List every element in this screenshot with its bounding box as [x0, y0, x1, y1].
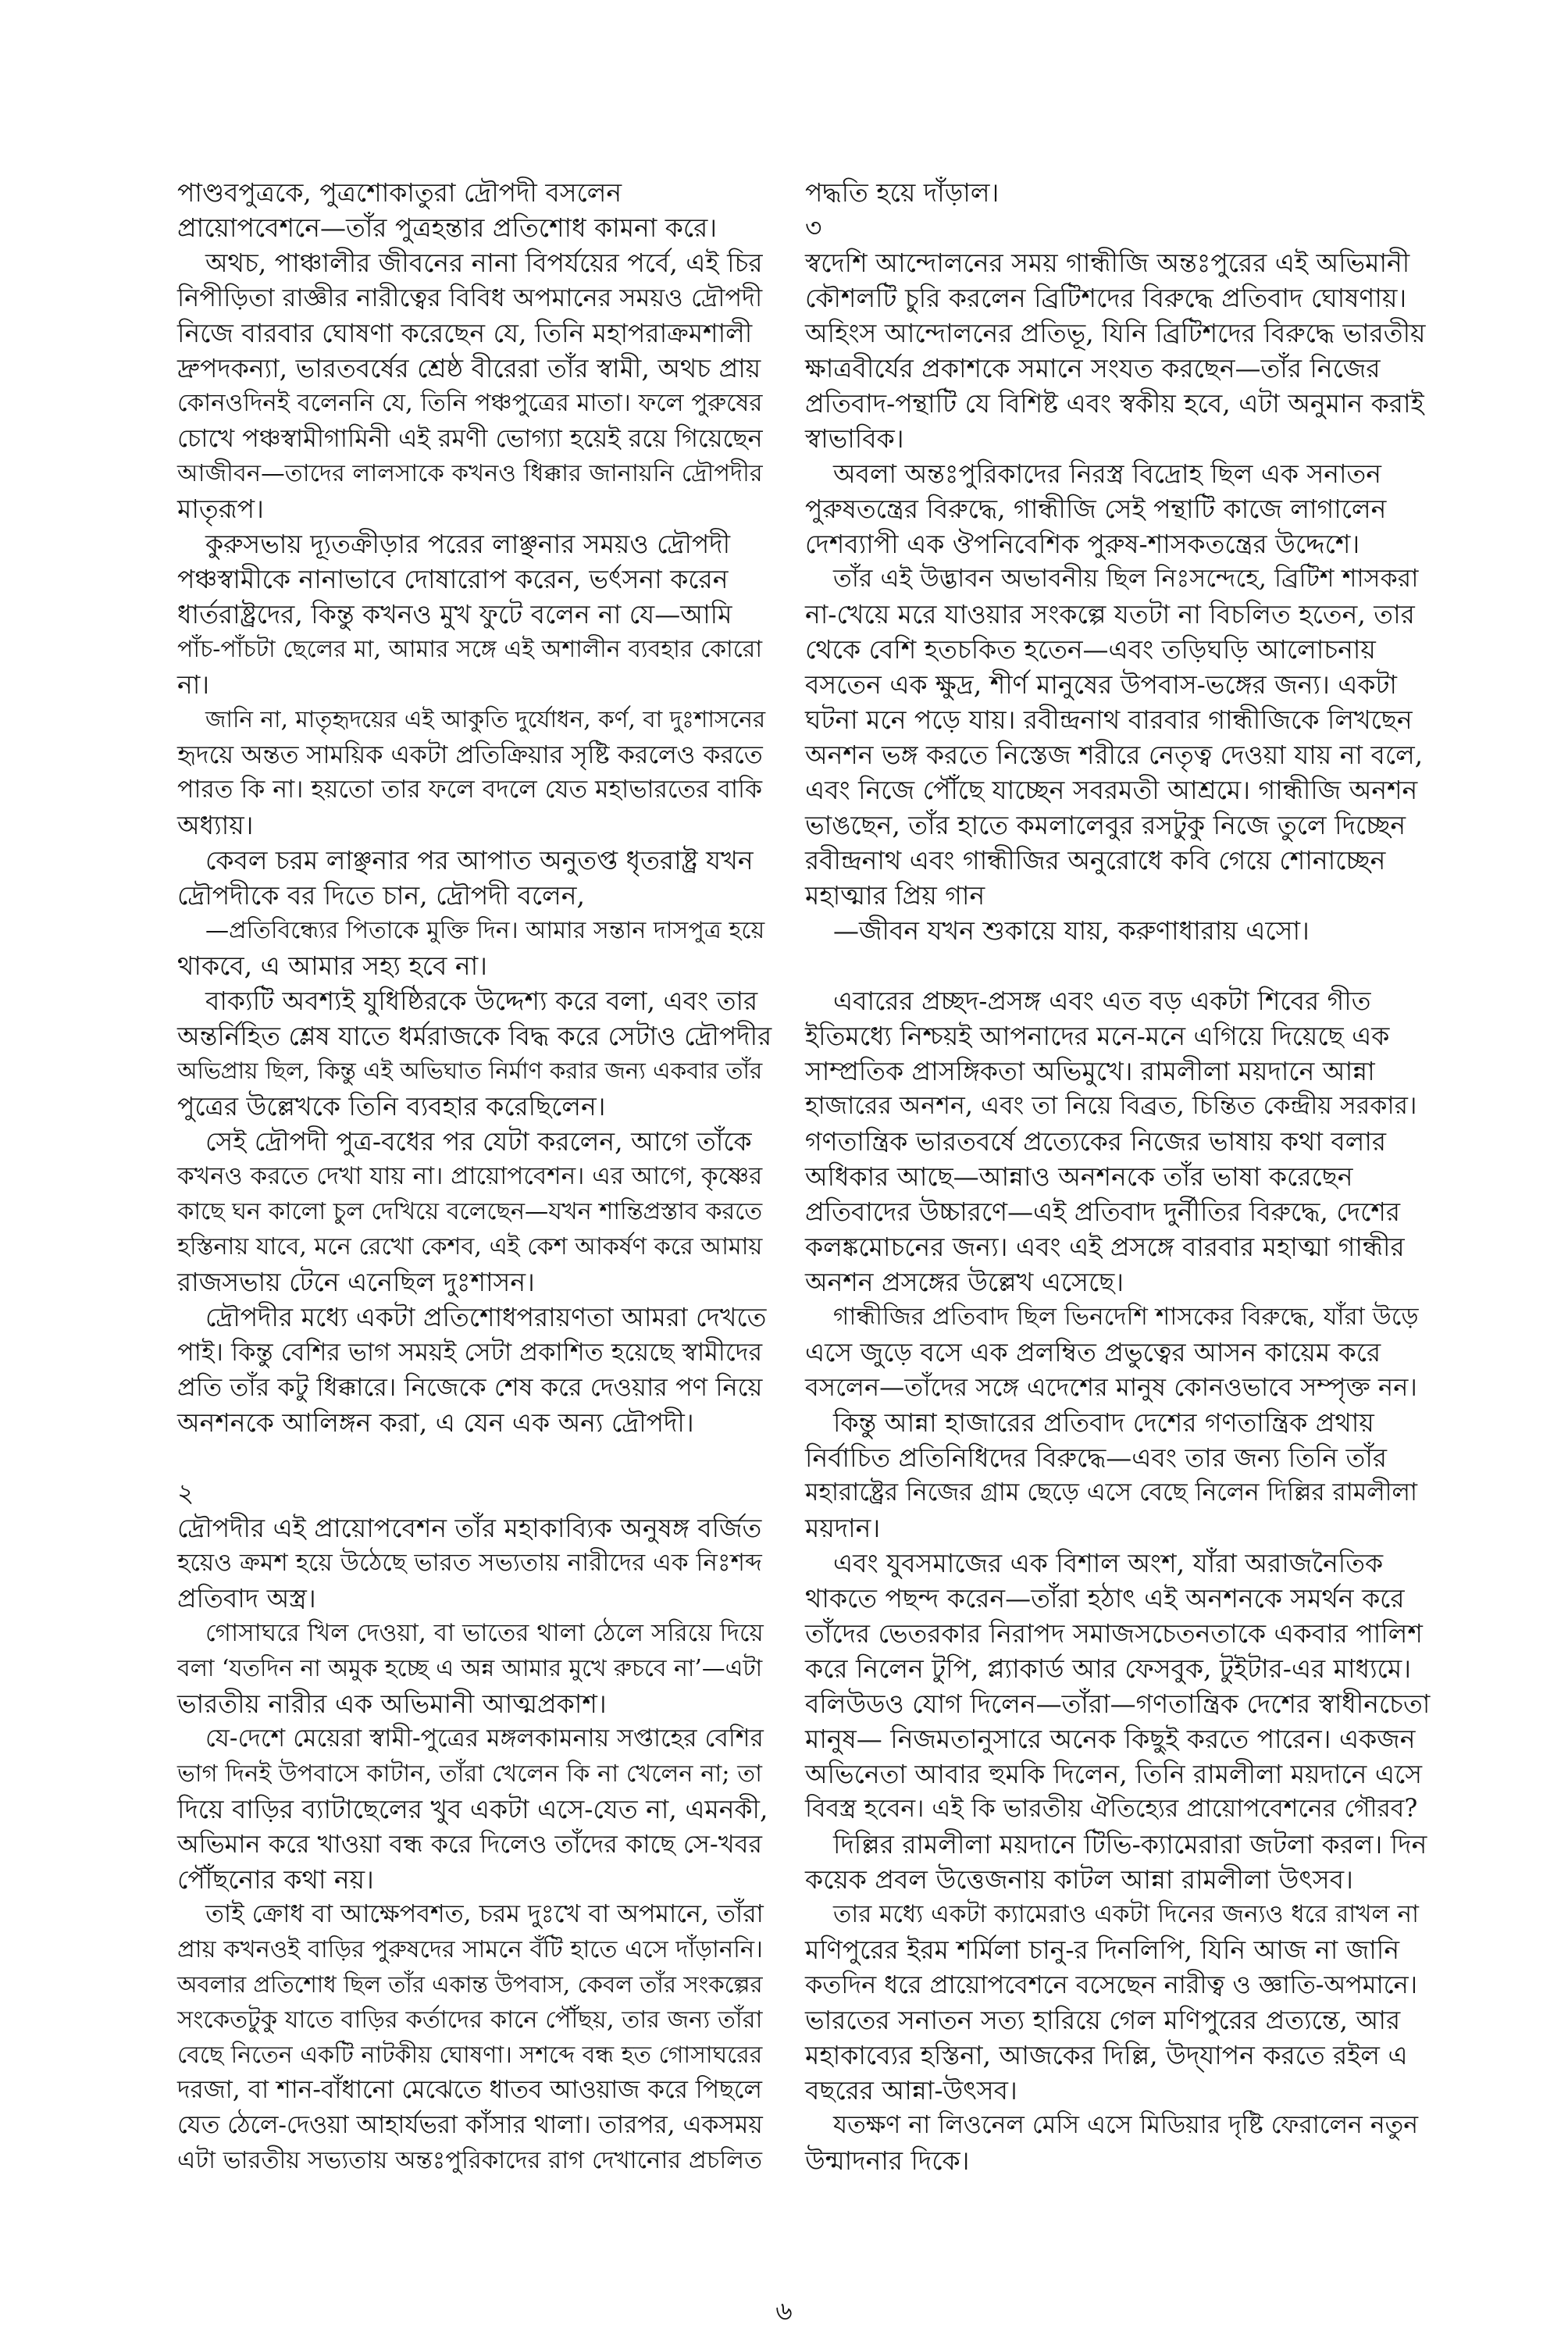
paragraph-line: দেশব্যাপী এক ঔপনিবেশিক পুরুষ-শাসকতন্ত্রের উদ্দেশে।	[805, 529, 1360, 559]
paragraph-line: অভিনেতা আবার হুমকি দিলেন, তিনি রামলীলা ময়দানে এসে	[805, 1759, 1423, 1789]
paragraph-line: বাক্যটি অবশ্যই যুধিষ্ঠিরকে উদ্দেশ্য করে বলা, এবং তার	[205, 986, 758, 1016]
paragraph-line: কুরুসভায় দ্যূতক্রীড়ার পরের লাঞ্ছনার সময়ও দ্রৌপদী	[205, 529, 731, 559]
paragraph-line: ভাগ দিনই উপবাসে কাটান, তাঁরা খেলেন কি না খেলেন না; তা	[177, 1760, 763, 1788]
paragraph-line: ক্ষাত্রবীর্যের প্রকাশকে সমানে সংযত করছেন—তাঁর নিজের	[805, 353, 1381, 383]
paragraph-line: ভাঙছেন, তাঁর হাতে কমলালেবুর রসটুকু নিজে তুলে দিচ্ছেন	[805, 810, 1406, 840]
paragraph-line: মহাত্মার প্রিয় গান	[805, 880, 985, 911]
paragraph	[805, 1827, 1430, 1897]
paragraph-line: অন্তর্নিহিত শ্লেষ যাতে ধর্মরাজকে বিদ্ধ করে সেটাও দ্রৌপদীর	[177, 1021, 772, 1051]
paragraph-line: পদ্ধতি হয়ে দাঁড়াল।	[805, 177, 1000, 208]
paragraph-line: অনশন ভঙ্গ করতে নিস্তেজ শরীরে নেতৃত্ব দেওয়া যায় না বলে,	[805, 740, 1424, 770]
paragraph-line: মণিপুরের ইরম শর্মিলা চানু-র দিনলিপি, যিনি আজ না জানি	[805, 1935, 1400, 1965]
paragraph	[805, 2108, 1430, 2178]
paragraph-line: রাজসভায় টেনে এনেছিল দুঃশাসন।	[177, 1267, 535, 1297]
paragraph-line: তাঁদের ভেতরকার নিরাপদ সমাজসচেতনতাকে একবার পালিশ	[805, 1618, 1423, 1649]
paragraph-line: গান্ধীজির প্রতিবাদ ছিল ভিনদেশি শাসকের বিরুদ্ধে, যাঁরা উড়ে	[833, 1303, 1419, 1331]
paragraph-line: তাঁর এই উদ্ভাবন অভাবনীয় ছিল নিঃসন্দেহে, ব্রিটিশ শাসকরা	[833, 565, 1419, 593]
paragraph-line: নিপীড়িতা রাজ্ঞীর নারীত্বের বিবিধ অপমানের সময়ও দ্রৌপদী	[177, 283, 763, 312]
paragraph-line: দিল্লির রামলীলা ময়দানে টিভি-ক্যামেরারা জটলা করল। দিন	[833, 1829, 1427, 1860]
paragraph-line: এসে জুড়ে বসে এক প্রলম্বিত প্রভুত্বের আসন কায়েম করে	[805, 1337, 1381, 1368]
paragraph-line: যেত ঠেলে-দেওয়া আহার্যভরা কাঁসার থালা। তারপর, একসময়	[177, 2111, 763, 2139]
paragraph	[805, 1897, 1430, 2108]
paragraph-line: রবীন্দ্রনাথ এবং গান্ধীজির অনুরোধে কবি গেয়ে শোনাচ্ছেন	[805, 845, 1386, 875]
paragraph	[805, 245, 1430, 456]
paragraph-line: প্রায়োপবেশনে—তাঁর পুত্রহন্তার প্রতিশোধ কামনা করে।	[177, 212, 718, 243]
paragraph-line: কিন্তু আন্না হাজারের প্রতিবাদ দেশের গণতান্ত্রিক প্রথায়	[833, 1407, 1374, 1438]
paragraph-line: দ্রৌপদীকে বর দিতে চান, দ্রৌপদী বলেন,	[177, 880, 585, 911]
paragraph-line: প্রায় কখনওই বাড়ির পুরুষদের সামনে বঁটি হাতে এসে দাঁড়াননি।	[177, 1936, 763, 1963]
paragraph-line: অহিংস আন্দোলনের প্রতিভূ, যিনি ব্রিটিশদের বিরুদ্ধে ভারতীয়	[805, 318, 1426, 348]
paragraph-line: এটা ভারতীয় সভ্যতায় অন্তঃপুরিকাদের রাগ দেখানোর প্রচলিত	[177, 2146, 763, 2174]
left-column	[177, 175, 775, 2178]
paragraph-line: জানি না, মাতৃহৃদয়ের এই আকুতি দুর্যোধন, কর্ণ, বা দুঃশাসনের	[205, 706, 766, 733]
paragraph-line: উন্মাদনার দিকে।	[805, 2145, 970, 2176]
paragraph-line: অধ্যায়।	[177, 810, 254, 840]
paragraph-line: প্রতিবাদ-পন্থাটি যে বিশিষ্ট এবং স্বকীয় হবে, এটা অনুমান করাই	[805, 388, 1424, 419]
paragraph-line: পঞ্চস্বামীকে নানাভাবে দোষারোপ করেন, ভর্ৎসনা করেন	[177, 564, 729, 594]
paragraph-line: পুরুষতন্ত্রের বিরুদ্ধে, গান্ধীজি সেই পন্থাটি কাজে লাগালেন	[805, 494, 1387, 524]
paragraph-line: কোনওদিনই বলেননি যে, তিনি পঞ্চপুত্রের মাতা। ফলে পুরুষের	[177, 389, 763, 417]
paragraph-line: প্রতি তাঁর কটু ধিক্কারে। নিজেকে শেষ করে দেওয়ার পণ নিয়ে	[177, 1372, 763, 1402]
paragraph-line: থেকে বেশি হতচকিত হতেন—এবং তড়িঘড়ি আলোচনায়	[805, 634, 1376, 665]
paragraph-line: —জীবন যখন শুকায়ে যায়, করুণাধারায় এসো।	[833, 915, 1310, 946]
paragraph-line: দ্রৌপদীর এই প্রায়োপবেশন তাঁর মহাকাব্যিক অনুষঙ্গ বর্জিত	[177, 1513, 762, 1543]
paragraph-line: সেই দ্রৌপদী পুত্র-বধের পর যেটা করলেন, আগে তাঁকে	[205, 1126, 752, 1157]
paragraph-line: অধিকার আছে—আন্নাও অনশনকে তাঁর ভাষা করেছেন	[805, 1161, 1353, 1192]
paragraph-line: দ্রুপদকন্যা, ভারতবর্ষের শ্রেষ্ঠ বীরেরা তাঁর স্বামী, অথচ প্রায়	[177, 353, 761, 383]
paragraph-line: না।	[177, 669, 210, 700]
paragraph-line: পুত্রের উল্লেখকে তিনি ব্যবহার করেছিলেন।	[177, 1091, 606, 1122]
paragraph	[177, 175, 775, 245]
paragraph	[177, 1616, 775, 1721]
paragraph-line: থাকতে পছন্দ করেন—তাঁরা হঠাৎ এই অনশনকে সমর্থন করে	[805, 1583, 1405, 1614]
paragraph-line: ইতিমধ্যে নিশ্চয়ই আপনাদের মনে-মনে এগিয়ে দিয়েছে এক	[805, 1021, 1390, 1051]
paragraph-line: মাতৃরূপ।	[177, 494, 264, 524]
paragraph	[805, 983, 1430, 1300]
paragraph-line: দিয়ে বাড়ির ব্যাটাছেলের খুব একটা এসে-যেত না, এমনকী,	[177, 1794, 768, 1824]
paragraph-line: ধার্তরাষ্ট্রদের, কিন্তু কখনও মুখ ফুটে বলেন না যে—আমি	[177, 599, 732, 629]
paragraph-line: অভিমান করে খাওয়া বন্ধ করে দিলেও তাঁদের কাছে সে-খবর	[177, 1829, 762, 1859]
paragraph-line: ময়দান।	[805, 1513, 881, 1543]
paragraph-line: বসলেন—তাঁদের সঙ্গে এদেশের মানুষ কোনওভাবে সম্পৃক্ত নন।	[805, 1372, 1417, 1402]
paragraph-line: কেবল চরম লাঞ্ছনার পর আপাত অনুতপ্ত ধৃতরাষ্ট্র যখন	[205, 845, 754, 875]
paragraph	[177, 1510, 775, 1616]
paragraph	[805, 1546, 1430, 1827]
paragraph-line: কখনও করতে দেখা যায় না। প্রায়োপবেশন। এর আগে, কৃষ্ণের	[177, 1162, 763, 1190]
paragraph	[177, 526, 775, 702]
paragraph-line: অবলা অন্তঃপুরিকাদের নিরস্ত্র বিদ্রোহ ছিল এক সনাতন	[833, 458, 1381, 489]
paragraph-line: কাছে ঘন কালো চুল দেখিয়ে বলেছেন—যখন শান্তিপ্রস্তাব করতে	[177, 1198, 762, 1225]
paragraph-line: এবারের প্রচ্ছদ-প্রসঙ্গ এবং এত বড় একটা শিবের গীত	[833, 986, 1371, 1016]
paragraph-line: পৌঁছনোর কথা নয়।	[177, 1864, 374, 1895]
paragraph-line: কলঙ্কমোচনের জন্য। এবং এই প্রসঙ্গে বারবার মহাত্মা গান্ধীর	[805, 1232, 1405, 1262]
paragraph	[177, 702, 775, 843]
paragraph-line: প্রতিবাদ অস্ত্র।	[177, 1583, 316, 1614]
paragraph-line: তাই ক্রোধ বা আক্ষেপবশত, চরম দুঃখে বা অপমানে, তাঁরা	[205, 1900, 764, 1928]
paragraph	[805, 562, 1430, 913]
paragraph-line: অভিপ্রায় ছিল, কিন্তু এই অভিঘাত নির্মাণ করার জন্য একবার তাঁর	[177, 1057, 763, 1084]
paragraph-line: না-খেয়ে মরে যাওয়ার সংকল্পে যতটা না বিচলিত হতেন, তার	[805, 599, 1415, 629]
paragraph-line: দরজা, বা শান-বাঁধানো মেঝেতে ধাতব আওয়াজ করে পিছলে	[177, 2076, 762, 2104]
paragraph-line: বিবস্ত্র হবেন। এই কি ভারতীয় ঐতিহ্যের প্রায়োপবেশনের গৌরব?	[805, 1795, 1418, 1823]
paragraph-line: স্বদেশি আন্দোলনের সময় গান্ধীজি অন্তঃপুরের এই অভিমানী	[805, 248, 1410, 278]
paragraph-line: পাঁচ-পাঁচটা ছেলের মা, আমার সঙ্গে এই অশালীন ব্যবহার কোরো	[177, 636, 763, 663]
blank-line	[805, 948, 1430, 983]
paragraph-line: পারত কি না। হয়তো তার ফলে বদলে যেত মহাভারতের বাকি	[177, 776, 762, 804]
paragraph-line: প্রতিবাদের উচ্চারণে—এই প্রতিবাদ দুর্নীতির বিরুদ্ধে, দেশের	[805, 1196, 1401, 1227]
section-number: ৩	[805, 212, 822, 243]
paragraph	[177, 1124, 775, 1300]
paragraph-line: বেছে নিতেন একটি নাটকীয় ঘোষণা। সশব্দে বন্ধ হত গোসাঘরের	[177, 2042, 763, 2069]
blank-line	[177, 1440, 775, 1475]
paragraph-line: ভারতীয় নারীর এক অভিমানী আত্মপ্রকাশ।	[177, 1689, 607, 1719]
paragraph	[177, 1897, 775, 2178]
right-column	[805, 175, 1430, 2178]
paragraph-line: অথচ, পাঞ্চালীর জীবনের নানা বিপর্যয়ের পর্বে, এই চির	[205, 248, 763, 278]
paragraph-line: থাকবে, এ আমার সহ্য হবে না।	[177, 950, 487, 981]
paragraph-line: ভারতের সনাতন সত্য হারিয়ে গেল মণিপুরের প্রত্যন্তে, আর	[805, 2005, 1401, 2035]
paragraph-line: দ্রৌপদীর মধ্যে একটা প্রতিশোধপরায়ণতা আমরা দেখতে	[205, 1302, 767, 1332]
paragraph-line: আজীবন—তাদের লালসাকে কখনও ধিক্কার জানায়নি দ্রৌপদীর	[177, 460, 763, 487]
paragraph	[177, 843, 775, 913]
paragraph-line: এবং নিজে পৌঁছে যাচ্ছেন সবরমতী আশ্রমে। গান্ধীজি অনশন	[805, 775, 1418, 805]
paragraph-line: হয়েও ক্রমশ হয়ে উঠেছে ভারত সভ্যতায় নারীদের এক নিঃশব্দ	[177, 1549, 762, 1577]
page-number: ৬	[775, 2295, 793, 2326]
paragraph-line: হস্তিনায় যাবে, মনে রেখো কেশব, এই কেশ আকর্ষণ করে আমায়	[177, 1233, 763, 1261]
paragraph-line: নিজে বারবার ঘোষণা করেছেন যে, তিনি মহাপরাক্রমশালী	[177, 318, 753, 348]
paragraph-line: পাই। কিন্তু বেশির ভাগ সময়ই সেটা প্রকাশিত হয়েছে স্বামীদের	[177, 1337, 763, 1367]
paragraph	[177, 1300, 775, 1440]
paragraph	[177, 245, 775, 526]
paragraph-line: মানুষ— নিজমতানুসারে অনেক কিছুই করতে পারেন। একজন	[805, 1724, 1416, 1754]
paragraph-line: হাজারের অনশন, এবং তা নিয়ে বিব্রত, চিন্তিত কেন্দ্রীয় সরকার।	[805, 1092, 1417, 1120]
paragraph-line: বলিউডও যোগ দিলেন—তাঁরা—গণতান্ত্রিক দেশের স্বাধীনচেতা	[805, 1689, 1431, 1719]
paragraph-line: মহারাষ্ট্রের নিজের গ্রাম ছেড়ে এসে বেছে নিলেন দিল্লির রামলীলা	[805, 1478, 1417, 1507]
paragraph-line: সাম্প্রতিক প্রাসঙ্গিকতা অভিমুখে। রামলীলা ময়দানে আন্না	[805, 1056, 1375, 1086]
paragraph	[805, 913, 1430, 948]
paragraph-line: বলা ‘যতদিন না অমুক হচ্ছে এ অন্ন আমার মুখে রুচবে না’—এটা	[177, 1655, 763, 1682]
paragraph	[805, 456, 1430, 562]
paragraph	[177, 913, 775, 983]
paragraph-line: বছরের আন্না-উৎসব।	[805, 2075, 1017, 2106]
paragraph	[177, 983, 775, 1124]
paragraph-line: পাণ্ডবপুত্রকে, পুত্রশোকাতুরা দ্রৌপদী বসলেন	[177, 177, 622, 208]
paragraph-line: এবং যুবসমাজের এক বিশাল অংশ, যাঁরা অরাজনৈতিক	[833, 1548, 1384, 1578]
paragraph-line: গোসাঘরে খিল দেওয়া, বা ভাতের থালা ঠেলে সরিয়ে দিয়ে	[205, 1619, 764, 1647]
paragraph-line: করে নিলেন টুপি, প্ল্যাকার্ড আর ফেসবুক, টুইটার-এর মাধ্যমে।	[805, 1653, 1412, 1684]
paragraph-line: চোখে পঞ্চস্বামীগামিনী এই রমণী ভোগ্যা হয়েই রয়ে গিয়েছেন	[177, 423, 763, 453]
paragraph-line: অনশন প্রসঙ্গের উল্লেখ এসেছে।	[805, 1267, 1124, 1297]
paragraph-line: নির্বাচিত প্রতিনিধিদের বিরুদ্ধে—এবং তার জন্য তিনি তাঁর	[805, 1442, 1388, 1473]
paragraph	[805, 1300, 1430, 1405]
paragraph-line: অবলার প্রতিশোধ ছিল তাঁর একান্ত উপবাস, কেবল তাঁর সংকল্পের	[177, 1971, 763, 1998]
paragraph-line: স্বাভাবিক।	[805, 423, 904, 454]
paragraph-line: কৌশলটি চুরি করলেন ব্রিটিশদের বিরুদ্ধে প্রতিবাদ ঘোষণায়।	[805, 283, 1407, 313]
paragraph-line: সংকেতটুকু যাতে বাড়ির কর্তাদের কানে পৌঁছয়, তার জন্য তাঁরা	[177, 2006, 763, 2034]
section-number: ২	[177, 1478, 194, 1508]
paragraph-line: অনশনকে আলিঙ্গন করা, এ যেন এক অন্য দ্রৌপদী।	[177, 1407, 694, 1438]
paragraph-line: —প্রতিবিন্ধ্যের পিতাকে মুক্তি দিন। আমার সন্তান দাসপুত্র হয়ে	[205, 917, 765, 944]
paragraph-line: কতদিন ধরে প্রায়োপবেশনে বসেছেন নারীত্ব ও জ্ঞাতি-অপমানে।	[805, 1970, 1418, 1999]
paragraph-line: যে-দেশে মেয়েরা স্বামী-পুত্রের মঙ্গলকামনায় সপ্তাহের বেশির	[205, 1724, 764, 1753]
paragraph	[805, 175, 1430, 210]
paragraph	[177, 1721, 775, 1897]
paragraph-line: মহাকাব্যের হস্তিনা, আজকের দিল্লি, উদ্‌যাপন করতে রইল এ	[805, 2040, 1408, 2070]
paragraph-line: যতক্ষণ না লিওনেল মেসি এসে মিডিয়ার দৃষ্টি ফেরালেন নতুন	[833, 2111, 1419, 2139]
paragraph-line: কয়েক প্রবল উত্তেজনায় কাটল আন্না রামলীলা উৎসব।	[805, 1864, 1353, 1895]
paragraph-line: গণতান্ত্রিক ভারতবর্ষে প্রত্যেকের নিজের ভাষায় কথা বলার	[805, 1126, 1387, 1157]
paragraph-line: তার মধ্যে একটা ক্যামেরাও একটা দিনের জন্যও ধরে রাখল না	[833, 1900, 1419, 1928]
paragraph-line: ঘটনা মনে পড়ে যায়। রবীন্দ্রনাথ বারবার গান্ধীজিকে লিখছেন	[805, 704, 1413, 735]
paragraph-line: হৃদয়ে অন্তত সাময়িক একটা প্রতিক্রিয়ার সৃষ্টি করলেও করতে	[177, 740, 763, 769]
paragraph-line: বসতেন এক ক্ষুদ্র, শীর্ণ মানুষের উপবাস-ভঙ্গের জন্য। একটা	[805, 669, 1397, 700]
paragraph	[805, 1405, 1430, 1546]
